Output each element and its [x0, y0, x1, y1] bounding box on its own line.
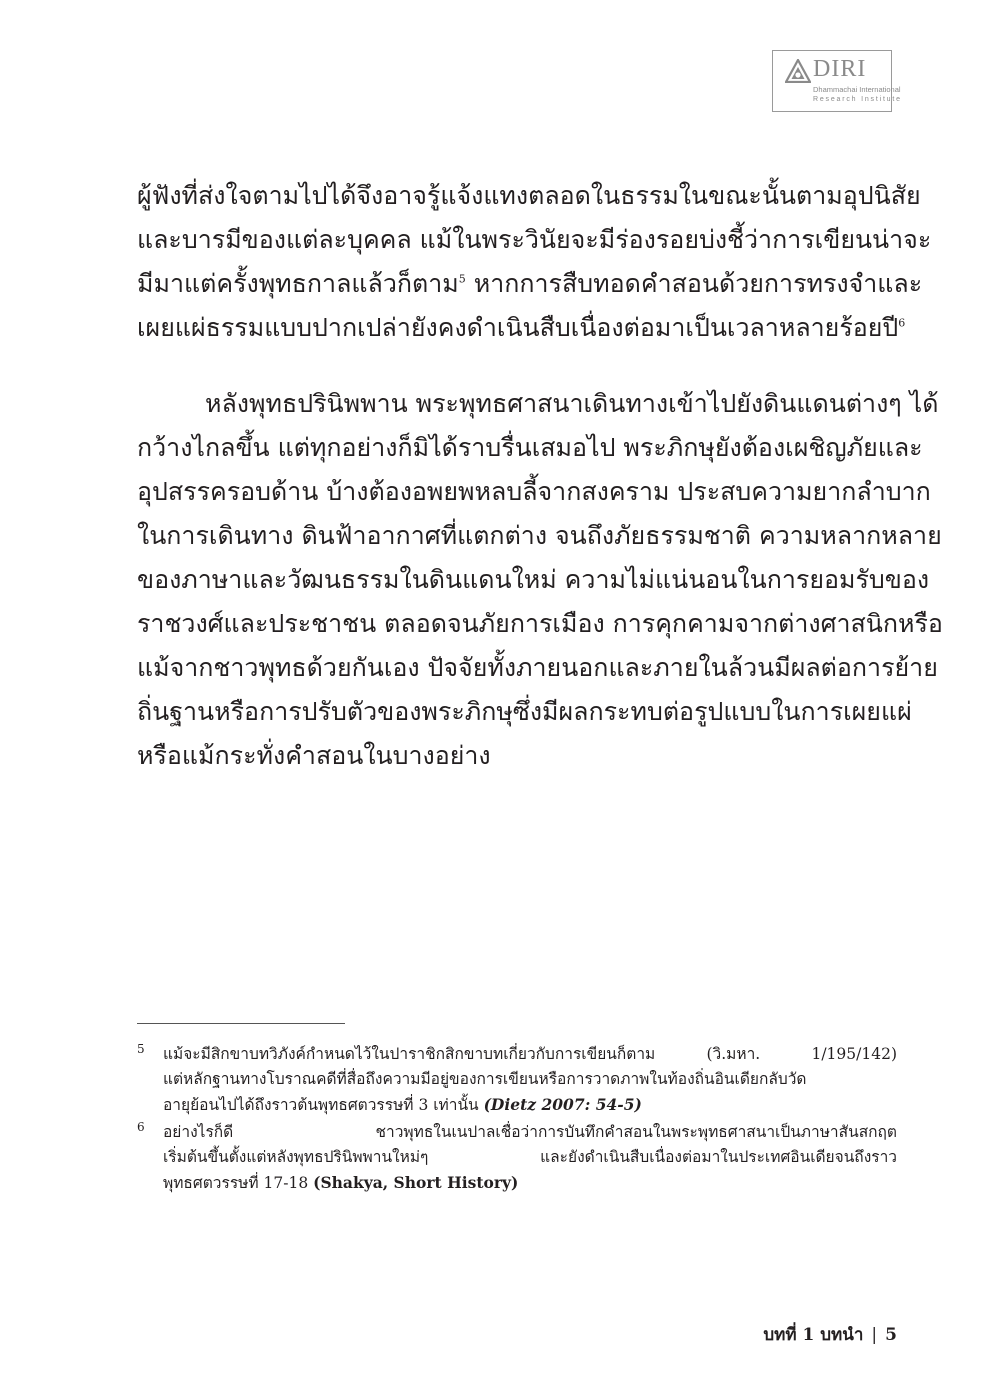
paragraph-2	[137, 382, 943, 778]
paragraph-line: ราชวงศ์และประชาชน ตลอดจนภัยการเมือง การคุกคามจากต่างศาสนิกหรือ	[137, 609, 943, 638]
paragraph-line: อุปสรรครอบด้าน บ้างต้องอพยพหลบลี้จากสงคราม ประสบความยากลำบาก	[137, 477, 931, 506]
footnote-divider	[137, 1023, 345, 1024]
footnote-line	[163, 1092, 897, 1118]
diri-logo	[772, 50, 902, 112]
paragraph-line: ถิ่นฐานหรือการปรับตัวของพระภิกษุซึ่งมีผลกระทบต่อรูปแบบในการเผยแผ่	[137, 697, 912, 726]
footnote-number: 6	[137, 1120, 145, 1134]
logo-subtitle-line2: Research Institute	[813, 96, 902, 103]
footnote-line	[163, 1170, 897, 1196]
paragraph-line: ในการเดินทาง ดินฟ้าอากาศที่แตกต่าง จนถึงภัยธรรมชาติ ความหลากหลาย	[137, 521, 942, 550]
paragraph-segment: มีมาแต่ครั้งพุทธกาลแล้วก็ตาม	[137, 269, 459, 298]
paragraph-line: กว้างไกลขึ้น แต่ทุกอย่างก็มิได้ราบรื่นเสมอไป พระภิกษุยังต้องเผชิญภัยและ	[137, 433, 923, 462]
footnote-line: แม้จะมีสิกขาบทวิภังค์กำหนดไว้ในปาราชิกสิกขาบทเกี่ยวกับการเขียนก็ตาม (วิ.มหา. 1/195/142)	[163, 1045, 897, 1063]
paragraph-1	[137, 174, 932, 350]
footnote-ref-5[interactable]: 5	[458, 272, 466, 286]
footnote-citation: (Shakya, Short History)	[313, 1173, 519, 1192]
paragraph-line: ของภาษาและวัฒนธรรมในดินแดนใหม่ ความไม่แน่นอนในการยอมรับของ	[137, 565, 930, 594]
footer-separator: |	[871, 1325, 878, 1345]
footnote-citation: (Dietz 2007: 54-5)	[483, 1095, 642, 1114]
footnote-line: อย่างไรก็ดี ชาวพุทธในเนปาลเชื่อว่าการบันทึกคำสอนในพระพุทธศาสนาเป็นภาษาสันสกฤต	[163, 1123, 897, 1141]
footnote-5	[137, 1042, 897, 1118]
footnote-6	[137, 1120, 897, 1196]
page-number: 5	[885, 1325, 897, 1345]
paragraph-line	[137, 306, 906, 350]
paragraph-line: แม้จากชาวพุทธด้วยกันเอง ปัจจัยทั้งภายนอกและภายในล้วนมีผลต่อการย้าย	[137, 653, 938, 682]
paragraph-segment: หากการสืบทอดคำสอนด้วยการทรงจำและ	[465, 269, 923, 298]
footnote-text: พุทธศตวรรษที่ 17-18	[163, 1174, 314, 1192]
footnote-ref-6[interactable]: 6	[898, 316, 906, 330]
paragraph-segment: เผยแผ่ธรรมแบบปากเปล่ายังคงดำเนินสืบเนื่องต่อมาเป็นเวลาหลายร้อยปี	[137, 313, 899, 342]
footnote-text: อายุย้อนไปได้ถึงราวต้นพุทธศตวรรษที่ 3 เท่านั้น	[163, 1096, 484, 1114]
footnote-line: แต่หลักฐานทางโบราณคดีที่สื่อถึงความมีอยู่ของการเขียนหรือการวาดภาพในท้องถิ่นอินเดียกลับวัด	[163, 1070, 807, 1088]
paragraph-line: ผู้ฟังที่ส่งใจตามไปได้จึงอาจรู้แจ้งแทงตลอดในธรรมในขณะนั้นตามอุปนิสัย	[137, 181, 921, 210]
paragraph-line: และบารมีของแต่ละบุคคล แม้ในพระวินัยจะมีร่องรอยบ่งชี้ว่าการเขียนน่าจะ	[137, 225, 932, 254]
page-footer	[763, 1321, 897, 1348]
paragraph-line: หลังพุทธปรินิพพาน พระพุทธศาสนาเดินทางเข้าไปยังดินแดนต่างๆ ได้	[205, 389, 939, 418]
logo-subtitle-line1: Dhammachai International	[813, 85, 901, 94]
paragraph-line: หรือแม้กระทั่งคำสอนในบางอย่าง	[137, 741, 491, 770]
footnotes	[137, 1042, 897, 1198]
triangle-logo-icon	[785, 59, 811, 83]
paragraph-line	[137, 262, 923, 306]
footnote-number: 5	[137, 1042, 145, 1056]
logo-wordmark: DIRI	[813, 56, 867, 82]
chapter-label: บทที่ 1 บทนำ	[763, 1325, 864, 1345]
footnote-line: เริ่มต้นขึ้นตั้งแต่หลังพุทธปรินิพพานใหม่ๆ และยังดำเนินสืบเนื่องต่อมาในประเทศอินเดียจนถึงราว	[163, 1148, 897, 1166]
